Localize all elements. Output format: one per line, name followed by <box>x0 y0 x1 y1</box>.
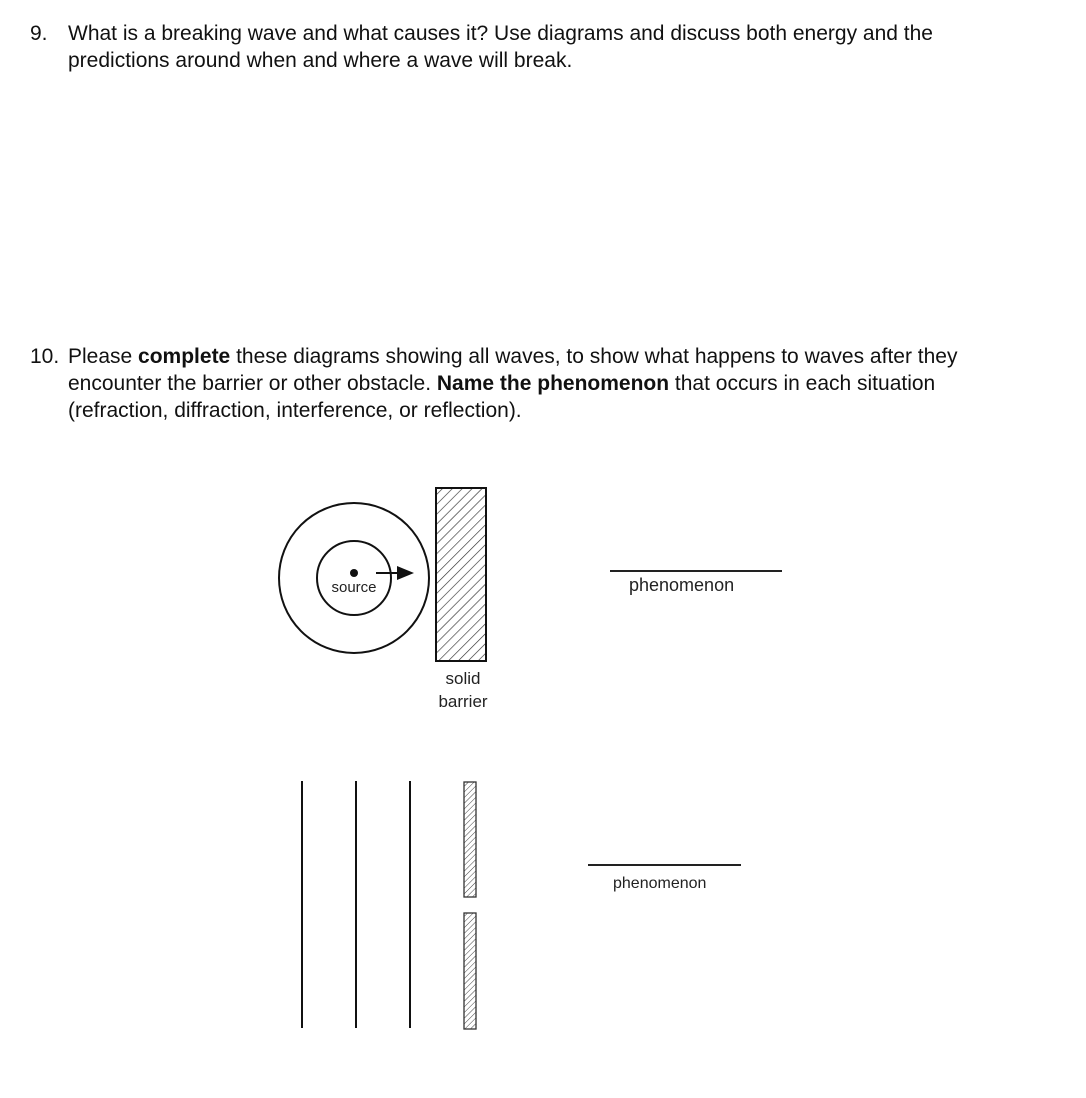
phenomenon-caption-1: phenomenon <box>629 575 735 595</box>
q10-text-part-3: that occurs in each situation (refraction, diffraction, interference, or reflection). <box>68 372 936 422</box>
solid-barrier <box>436 488 486 661</box>
phenomenon-answer-line-1[interactable] <box>610 570 782 572</box>
question-9-text: What is a breaking wave and what causes it? Use diagrams and discuss both energy and the predictions around when and where a wave will break. <box>68 22 933 72</box>
phenomenon-caption-2: phenomenon <box>613 875 707 892</box>
barrier-label <box>421 667 505 713</box>
q10-text-part-2: these diagrams showing all waves, to show what happens to waves after they encounter the barrier or other obstacle. <box>68 345 958 395</box>
source-label: source <box>331 579 377 596</box>
q10-bold-complete: complete <box>138 345 231 368</box>
source-point <box>350 569 358 577</box>
barrier-upper-segment <box>464 782 476 897</box>
diagram-diffraction <box>302 781 476 1029</box>
barrier-label-line-1: solid <box>445 669 481 688</box>
q10-bold-name-phenomenon: Name the phenomenon <box>436 372 670 395</box>
q10-text-part-1: Please <box>68 345 139 368</box>
barrier-lower-segment <box>464 913 476 1029</box>
direction-arrow-head <box>397 566 414 580</box>
phenomenon-answer-line-2[interactable] <box>588 864 741 866</box>
barrier-label-line-2: barrier <box>438 692 488 711</box>
diagram-reflection <box>279 488 486 661</box>
question-9-number: 9. <box>30 22 48 45</box>
question-10-number: 10. <box>30 345 60 368</box>
